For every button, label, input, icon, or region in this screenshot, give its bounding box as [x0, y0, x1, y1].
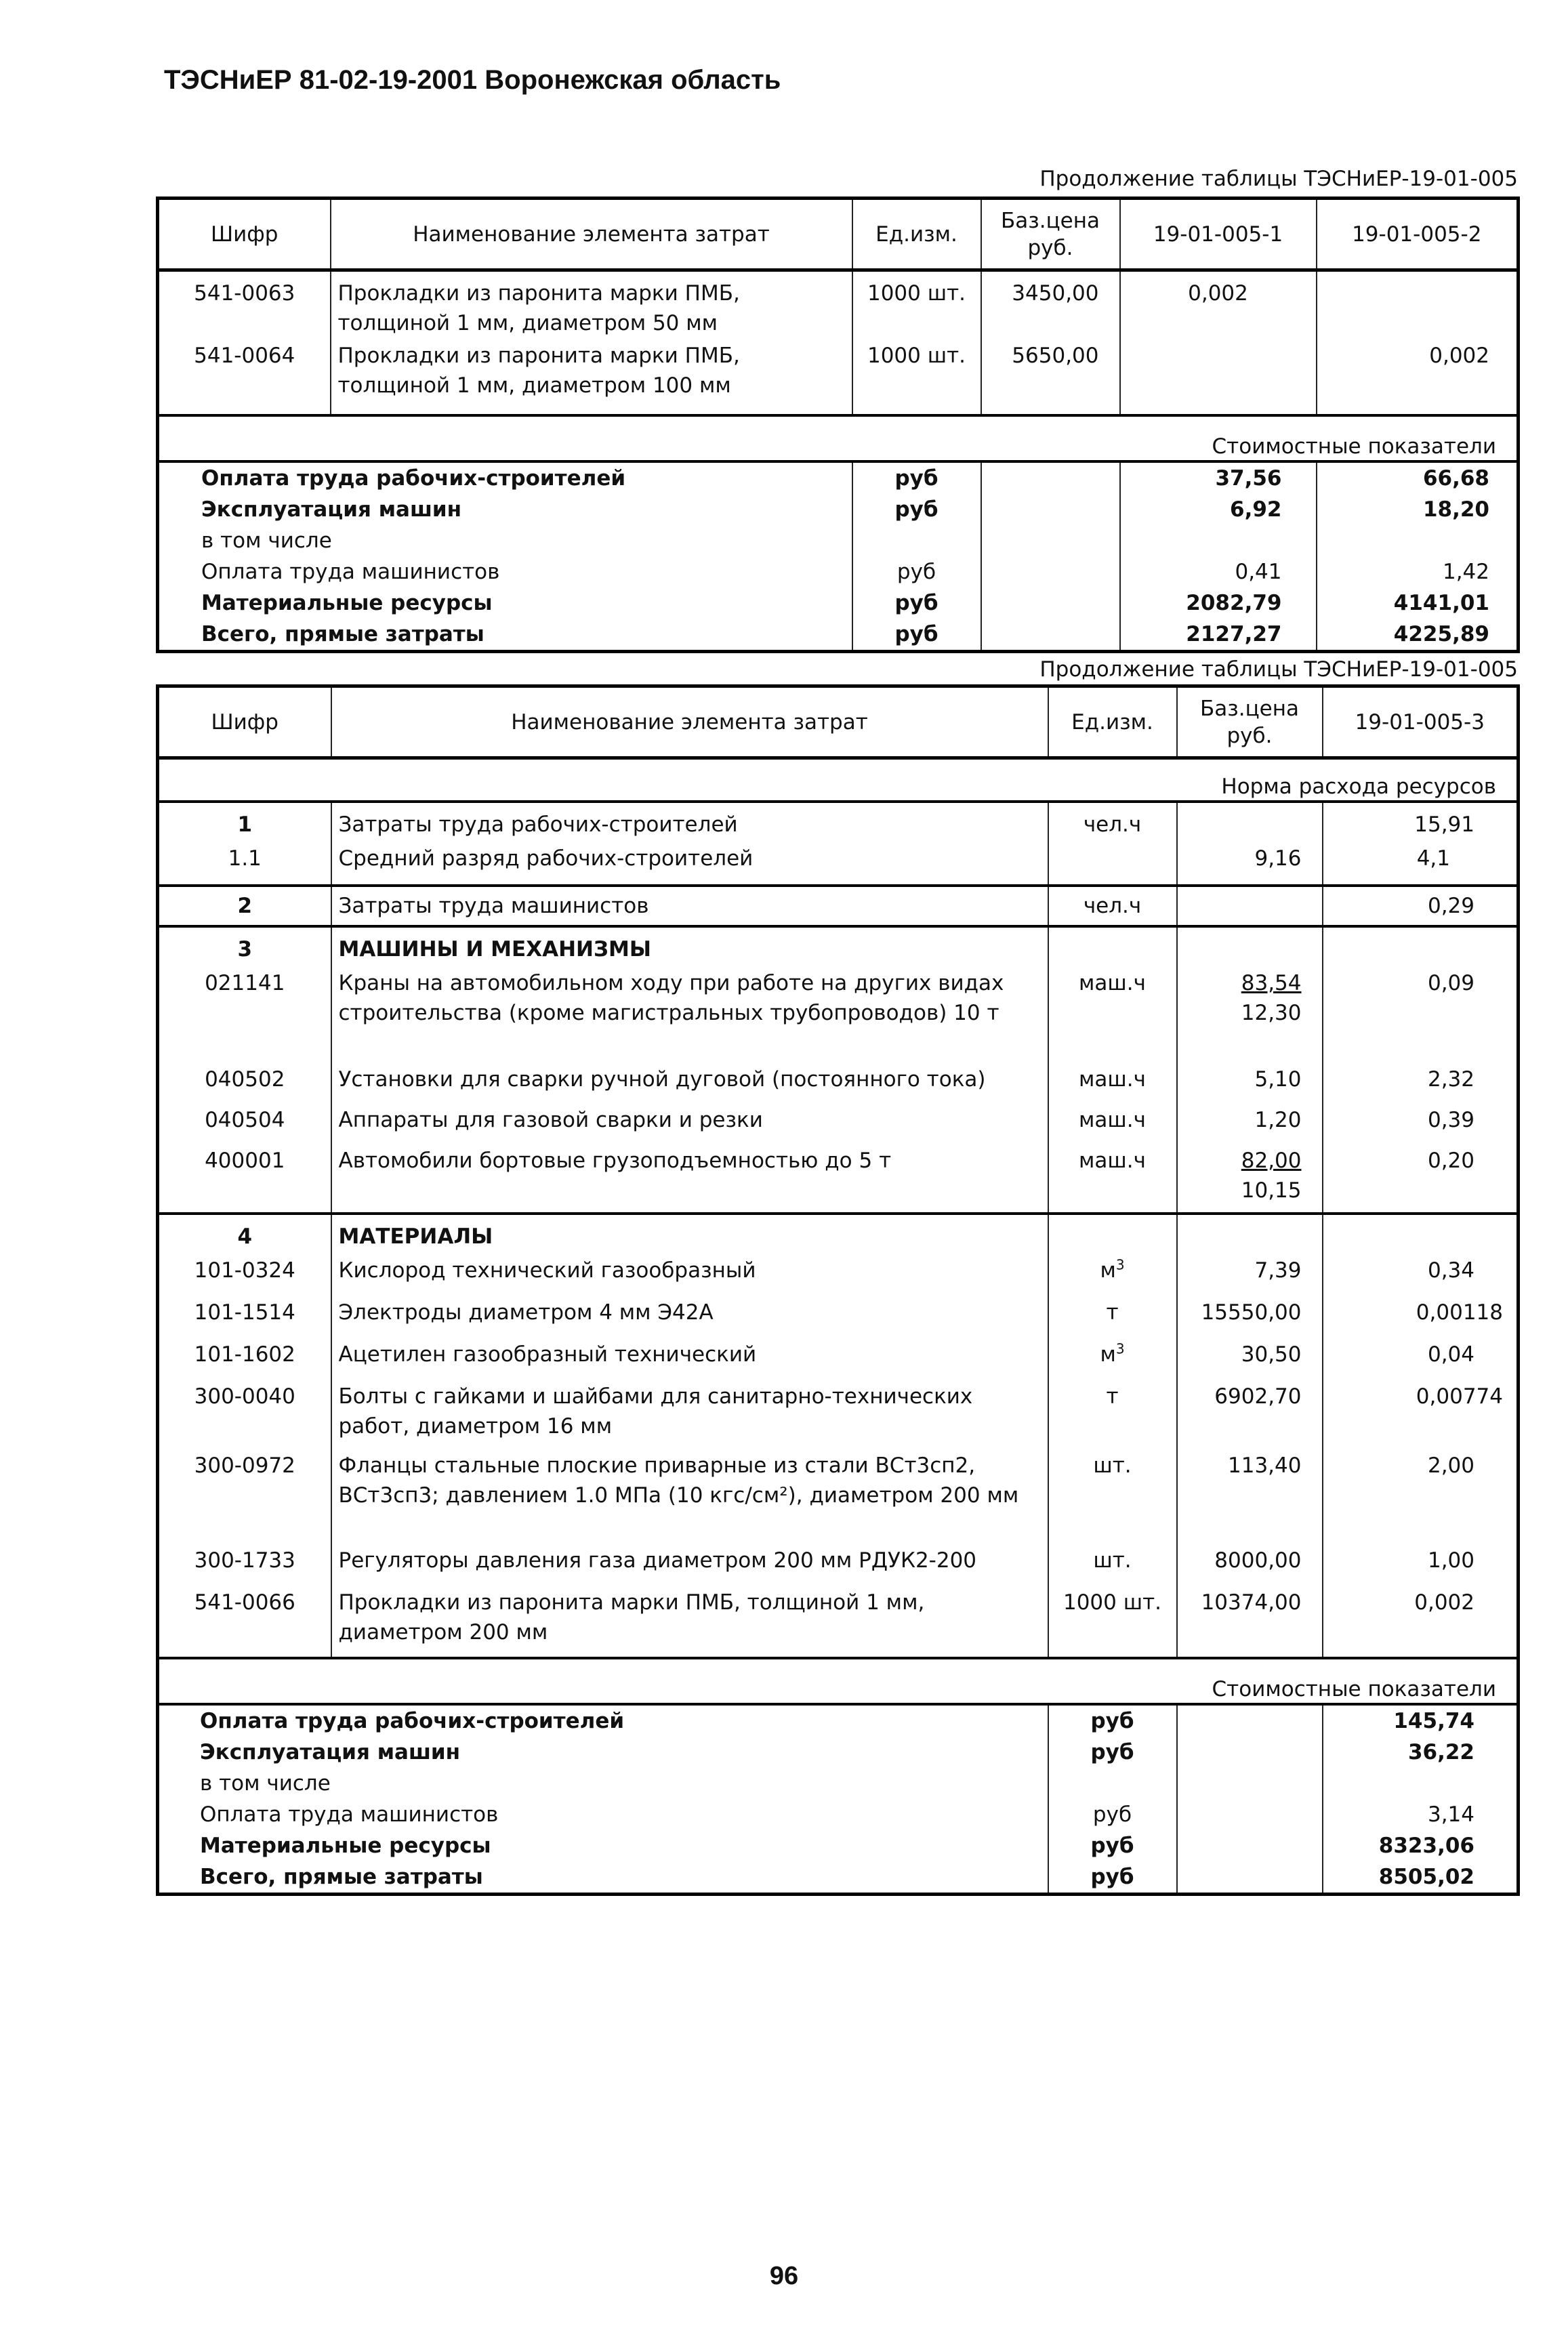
- norm-section-label: Норма расхода ресурсов: [158, 758, 1519, 802]
- row-name: Прокладки из паронита марки ПМБ, толщиной 1 мм, диаметром 100 мм: [331, 341, 852, 415]
- cost-col2: 4225,89: [1317, 619, 1519, 652]
- row-name: Электроды диаметром 4 мм Э42А: [331, 1298, 1048, 1340]
- cost-label: Материальные ресурсы: [201, 590, 493, 615]
- header-unit: Ед.изм.: [852, 199, 981, 270]
- table-row: [158, 886, 1519, 926]
- row-price: [1177, 802, 1323, 844]
- row-col2: 0,002: [1317, 341, 1519, 415]
- table-row: [158, 341, 1519, 415]
- cost-row: [158, 556, 1519, 587]
- section-title: МАТЕРИАЛЫ: [331, 1214, 1048, 1256]
- cost-label: Оплата труда машинистов: [200, 1802, 499, 1827]
- row-price: [1177, 886, 1323, 926]
- row-col2: [1317, 270, 1519, 341]
- cost-col2: 1,42: [1317, 556, 1519, 587]
- price-denominator: 10,15: [1241, 1178, 1302, 1203]
- section-label-row: [158, 415, 1519, 461]
- row-unit: маш.ч: [1048, 1105, 1177, 1146]
- row-price: 1,20: [1177, 1105, 1323, 1146]
- row-code: 541-0066: [194, 1590, 295, 1615]
- cost-label: Эксплуатация машин: [201, 497, 462, 522]
- row-col1: 0,002: [1323, 1588, 1519, 1658]
- row-name: Аппараты для газовой сварки и резки: [331, 1105, 1048, 1146]
- row-col1: 0,00774: [1323, 1382, 1519, 1451]
- table-row: [158, 1451, 1519, 1546]
- row-col1: 2,32: [1323, 1065, 1519, 1105]
- cost-unit: руб: [852, 587, 981, 619]
- table2-caption: Продолжение таблицы ТЭСНиЕР-19-01-005: [1039, 657, 1518, 682]
- cost-row: [158, 494, 1519, 525]
- row-price: 7,39: [1177, 1256, 1323, 1298]
- row-name: Затраты труда машинистов: [331, 886, 1048, 926]
- cost-row: [158, 1799, 1519, 1830]
- cost-label: Эксплуатация машин: [200, 1740, 461, 1764]
- row-unit: шт.: [1048, 1546, 1177, 1588]
- cost-label: Всего, прямые затраты: [201, 621, 484, 646]
- cost-row: [158, 1830, 1519, 1861]
- row-unit: $м^3$: [1048, 1340, 1177, 1382]
- cost-row: [158, 461, 1519, 494]
- section-header-row: [158, 926, 1519, 968]
- cost-unit: [852, 525, 981, 556]
- cost-unit: руб: [1048, 1737, 1177, 1768]
- header-price: Баз.цена руб.: [981, 199, 1120, 270]
- row-code: 300-1733: [194, 1548, 295, 1573]
- row-col1: 0,39: [1323, 1105, 1519, 1146]
- row-name: Средний разряд рабочих-строителей: [331, 844, 1048, 886]
- page-number: 96: [769, 2262, 799, 2290]
- cost-col1: 37,56: [1120, 461, 1317, 494]
- cost-row: [158, 525, 1519, 556]
- header-code: Шифр: [158, 686, 331, 758]
- cost-unit: руб: [1048, 1799, 1177, 1830]
- row-name: Автомобили бортовые грузоподъемностью до 5 т: [331, 1146, 1048, 1214]
- cost-col1: 0,41: [1120, 556, 1317, 587]
- row-name: Фланцы стальные плоские приварные из стали ВСт3сп2, ВСт3сп3; давлением 1.0 МПа (10 кгс/см²), диаметром 200 мм: [331, 1451, 1048, 1546]
- row-code: 021141: [205, 971, 285, 995]
- row-col1: 4,1: [1323, 844, 1519, 886]
- cost-label: Оплата труда рабочих-строителей: [200, 1709, 625, 1733]
- table-row: [158, 1065, 1519, 1105]
- row-price: [1177, 968, 1323, 1065]
- cost-col1: 8323,06: [1323, 1830, 1519, 1861]
- cost-unit: руб: [852, 556, 981, 587]
- row-price: 15550,00: [1177, 1298, 1323, 1340]
- row-code: 300-0972: [194, 1453, 295, 1478]
- cost-row: [158, 587, 1519, 619]
- header-name: Наименование элемента затрат: [331, 199, 852, 270]
- price-numerator: 83,54: [1241, 971, 1302, 995]
- table-row: [158, 1546, 1519, 1588]
- row-col1: 15,91: [1323, 802, 1519, 844]
- row-price: 3450,00: [981, 270, 1120, 341]
- row-price: 30,50: [1177, 1340, 1323, 1382]
- section-header-row: [158, 1214, 1519, 1256]
- table1-header-row: [158, 199, 1519, 270]
- header-col1: 19-01-005-3: [1323, 686, 1519, 758]
- page-title: ТЭСНиЕР 81-02-19-2001 Воронежская область: [164, 65, 781, 95]
- cost-row: [158, 1704, 1519, 1737]
- row-code: 1: [237, 812, 253, 837]
- row-name: Затраты труда рабочих-строителей: [331, 802, 1048, 844]
- row-price: [1177, 1146, 1323, 1214]
- table2: [156, 684, 1520, 1896]
- row-unit: [1048, 844, 1177, 886]
- cost-col1: 2082,79: [1120, 587, 1317, 619]
- cost-col2: 18,20: [1317, 494, 1519, 525]
- row-price: 5,10: [1177, 1065, 1323, 1105]
- table-row: [158, 844, 1519, 886]
- cost-col1: 36,22: [1323, 1737, 1519, 1768]
- cost-row: [158, 619, 1519, 652]
- row-code: 101-1602: [194, 1342, 295, 1367]
- cost-row: [158, 1768, 1519, 1799]
- cost-label: в том числе: [201, 528, 332, 553]
- cost-col1: 2127,27: [1120, 619, 1317, 652]
- row-code: 300-0040: [194, 1384, 295, 1409]
- row-name: Установки для сварки ручной дуговой (постоянного тока): [331, 1065, 1048, 1105]
- row-code: 040502: [205, 1067, 285, 1092]
- cost-unit: руб: [1048, 1830, 1177, 1861]
- row-unit: маш.ч: [1048, 1065, 1177, 1105]
- row-code: 541-0064: [194, 343, 295, 368]
- table-row: [158, 270, 1519, 341]
- table-row: [158, 1382, 1519, 1451]
- table-row: [158, 1340, 1519, 1382]
- row-col1: [1120, 341, 1317, 415]
- row-col1: 0,29: [1323, 886, 1519, 926]
- table-row: [158, 1256, 1519, 1298]
- row-name: Кислород технический газообразный: [331, 1256, 1048, 1298]
- row-name: Прокладки из паронита марки ПМБ, толщиной 1 мм, диаметром 50 мм: [331, 270, 852, 341]
- cost-col1: [1323, 1768, 1519, 1799]
- cost-label: Оплата труда рабочих-строителей: [201, 466, 626, 491]
- row-col1: 0,002: [1120, 270, 1317, 341]
- row-unit: чел.ч: [1048, 802, 1177, 844]
- row-price: 8000,00: [1177, 1546, 1323, 1588]
- row-name: Краны на автомобильном ходу при работе на других видах строительства (кроме магистральных трубопроводов) 10 т: [331, 968, 1048, 1065]
- cost-unit: руб: [852, 494, 981, 525]
- cost-section-label: Стоимостные показатели: [158, 1658, 1519, 1704]
- row-col1: 0,04: [1323, 1340, 1519, 1382]
- row-code: 101-1514: [194, 1300, 295, 1325]
- section-number: 3: [158, 926, 331, 968]
- row-unit: шт.: [1048, 1451, 1177, 1546]
- row-price: 113,40: [1177, 1451, 1323, 1546]
- table-row: [158, 1298, 1519, 1340]
- section-title: МАШИНЫ И МЕХАНИЗМЫ: [331, 926, 1048, 968]
- row-col1: 0,20: [1323, 1146, 1519, 1214]
- section-number: 4: [158, 1214, 331, 1256]
- table-row: [158, 802, 1519, 844]
- cost-col2: 4141,01: [1317, 587, 1519, 619]
- header-code: Шифр: [158, 199, 331, 270]
- cost-col1: [1120, 525, 1317, 556]
- row-unit: 1000 шт.: [852, 341, 981, 415]
- row-unit: 1000 шт.: [852, 270, 981, 341]
- row-unit: маш.ч: [1048, 968, 1177, 1065]
- cost-col2: [1317, 525, 1519, 556]
- cost-section-label: Стоимостные показатели: [158, 415, 1519, 461]
- table-row: [158, 1105, 1519, 1146]
- row-name: Ацетилен газообразный технический: [331, 1340, 1048, 1382]
- row-price: 6902,70: [1177, 1382, 1323, 1451]
- row-col1: 1,00: [1323, 1546, 1519, 1588]
- header-unit: Ед.изм.: [1048, 686, 1177, 758]
- table-row: [158, 1146, 1519, 1214]
- table-row: [158, 1588, 1519, 1658]
- header-col2: 19-01-005-2: [1317, 199, 1519, 270]
- cost-col2: 66,68: [1317, 461, 1519, 494]
- row-unit: чел.ч: [1048, 886, 1177, 926]
- cost-label: в том числе: [200, 1771, 331, 1796]
- row-col1: 2,00: [1323, 1451, 1519, 1546]
- cost-label: Оплата труда машинистов: [201, 559, 500, 584]
- section-label-row: [158, 1658, 1519, 1704]
- row-unit: 1000 шт.: [1048, 1588, 1177, 1658]
- row-unit: т: [1048, 1382, 1177, 1451]
- cost-unit: руб: [852, 619, 981, 652]
- cost-label: Материальные ресурсы: [200, 1834, 491, 1858]
- cost-unit: руб: [1048, 1704, 1177, 1737]
- cost-col1: 8505,02: [1323, 1861, 1519, 1895]
- table-row: [158, 968, 1519, 1065]
- row-code: 400001: [205, 1149, 285, 1173]
- table1: [156, 197, 1520, 653]
- row-code: 541-0063: [194, 281, 295, 306]
- row-col1: 0,00118: [1323, 1298, 1519, 1340]
- row-col1: 0,09: [1323, 968, 1519, 1065]
- row-price: 5650,00: [981, 341, 1120, 415]
- table2-header-row: [158, 686, 1519, 758]
- header-price: Баз.цена руб.: [1177, 686, 1323, 758]
- header-col1: 19-01-005-1: [1120, 199, 1317, 270]
- price-numerator: 82,00: [1241, 1149, 1302, 1173]
- row-unit: т: [1048, 1298, 1177, 1340]
- row-unit: маш.ч: [1048, 1146, 1177, 1214]
- row-name: Регуляторы давления газа диаметром 200 мм РДУК2-200: [331, 1546, 1048, 1588]
- section-label-row: [158, 758, 1519, 802]
- cost-unit: руб: [852, 461, 981, 494]
- row-name: Болты с гайками и шайбами для санитарно-технических работ, диаметром 16 мм: [331, 1382, 1048, 1451]
- row-name: Прокладки из паронита марки ПМБ, толщиной 1 мм, диаметром 200 мм: [331, 1588, 1048, 1658]
- row-unit: $м^3$: [1048, 1256, 1177, 1298]
- cost-row: [158, 1737, 1519, 1768]
- cost-row: [158, 1861, 1519, 1895]
- cost-label: Всего, прямые затраты: [200, 1865, 483, 1889]
- row-col1: 0,34: [1323, 1256, 1519, 1298]
- row-price: 10374,00: [1177, 1588, 1323, 1658]
- row-code: 1.1: [228, 846, 262, 871]
- cost-unit: [1048, 1768, 1177, 1799]
- cost-unit: руб: [1048, 1861, 1177, 1895]
- cost-col1: 145,74: [1323, 1704, 1519, 1737]
- cost-col1: 3,14: [1323, 1799, 1519, 1830]
- row-code: 040504: [205, 1108, 285, 1132]
- header-name: Наименование элемента затрат: [331, 686, 1048, 758]
- row-price: 9,16: [1177, 844, 1323, 886]
- price-denominator: 12,30: [1241, 1001, 1302, 1025]
- cost-col1: 6,92: [1120, 494, 1317, 525]
- row-code: 2: [158, 886, 331, 926]
- row-code: 101-0324: [194, 1258, 295, 1283]
- table1-caption: Продолжение таблицы ТЭСНиЕР-19-01-005: [1039, 167, 1518, 191]
